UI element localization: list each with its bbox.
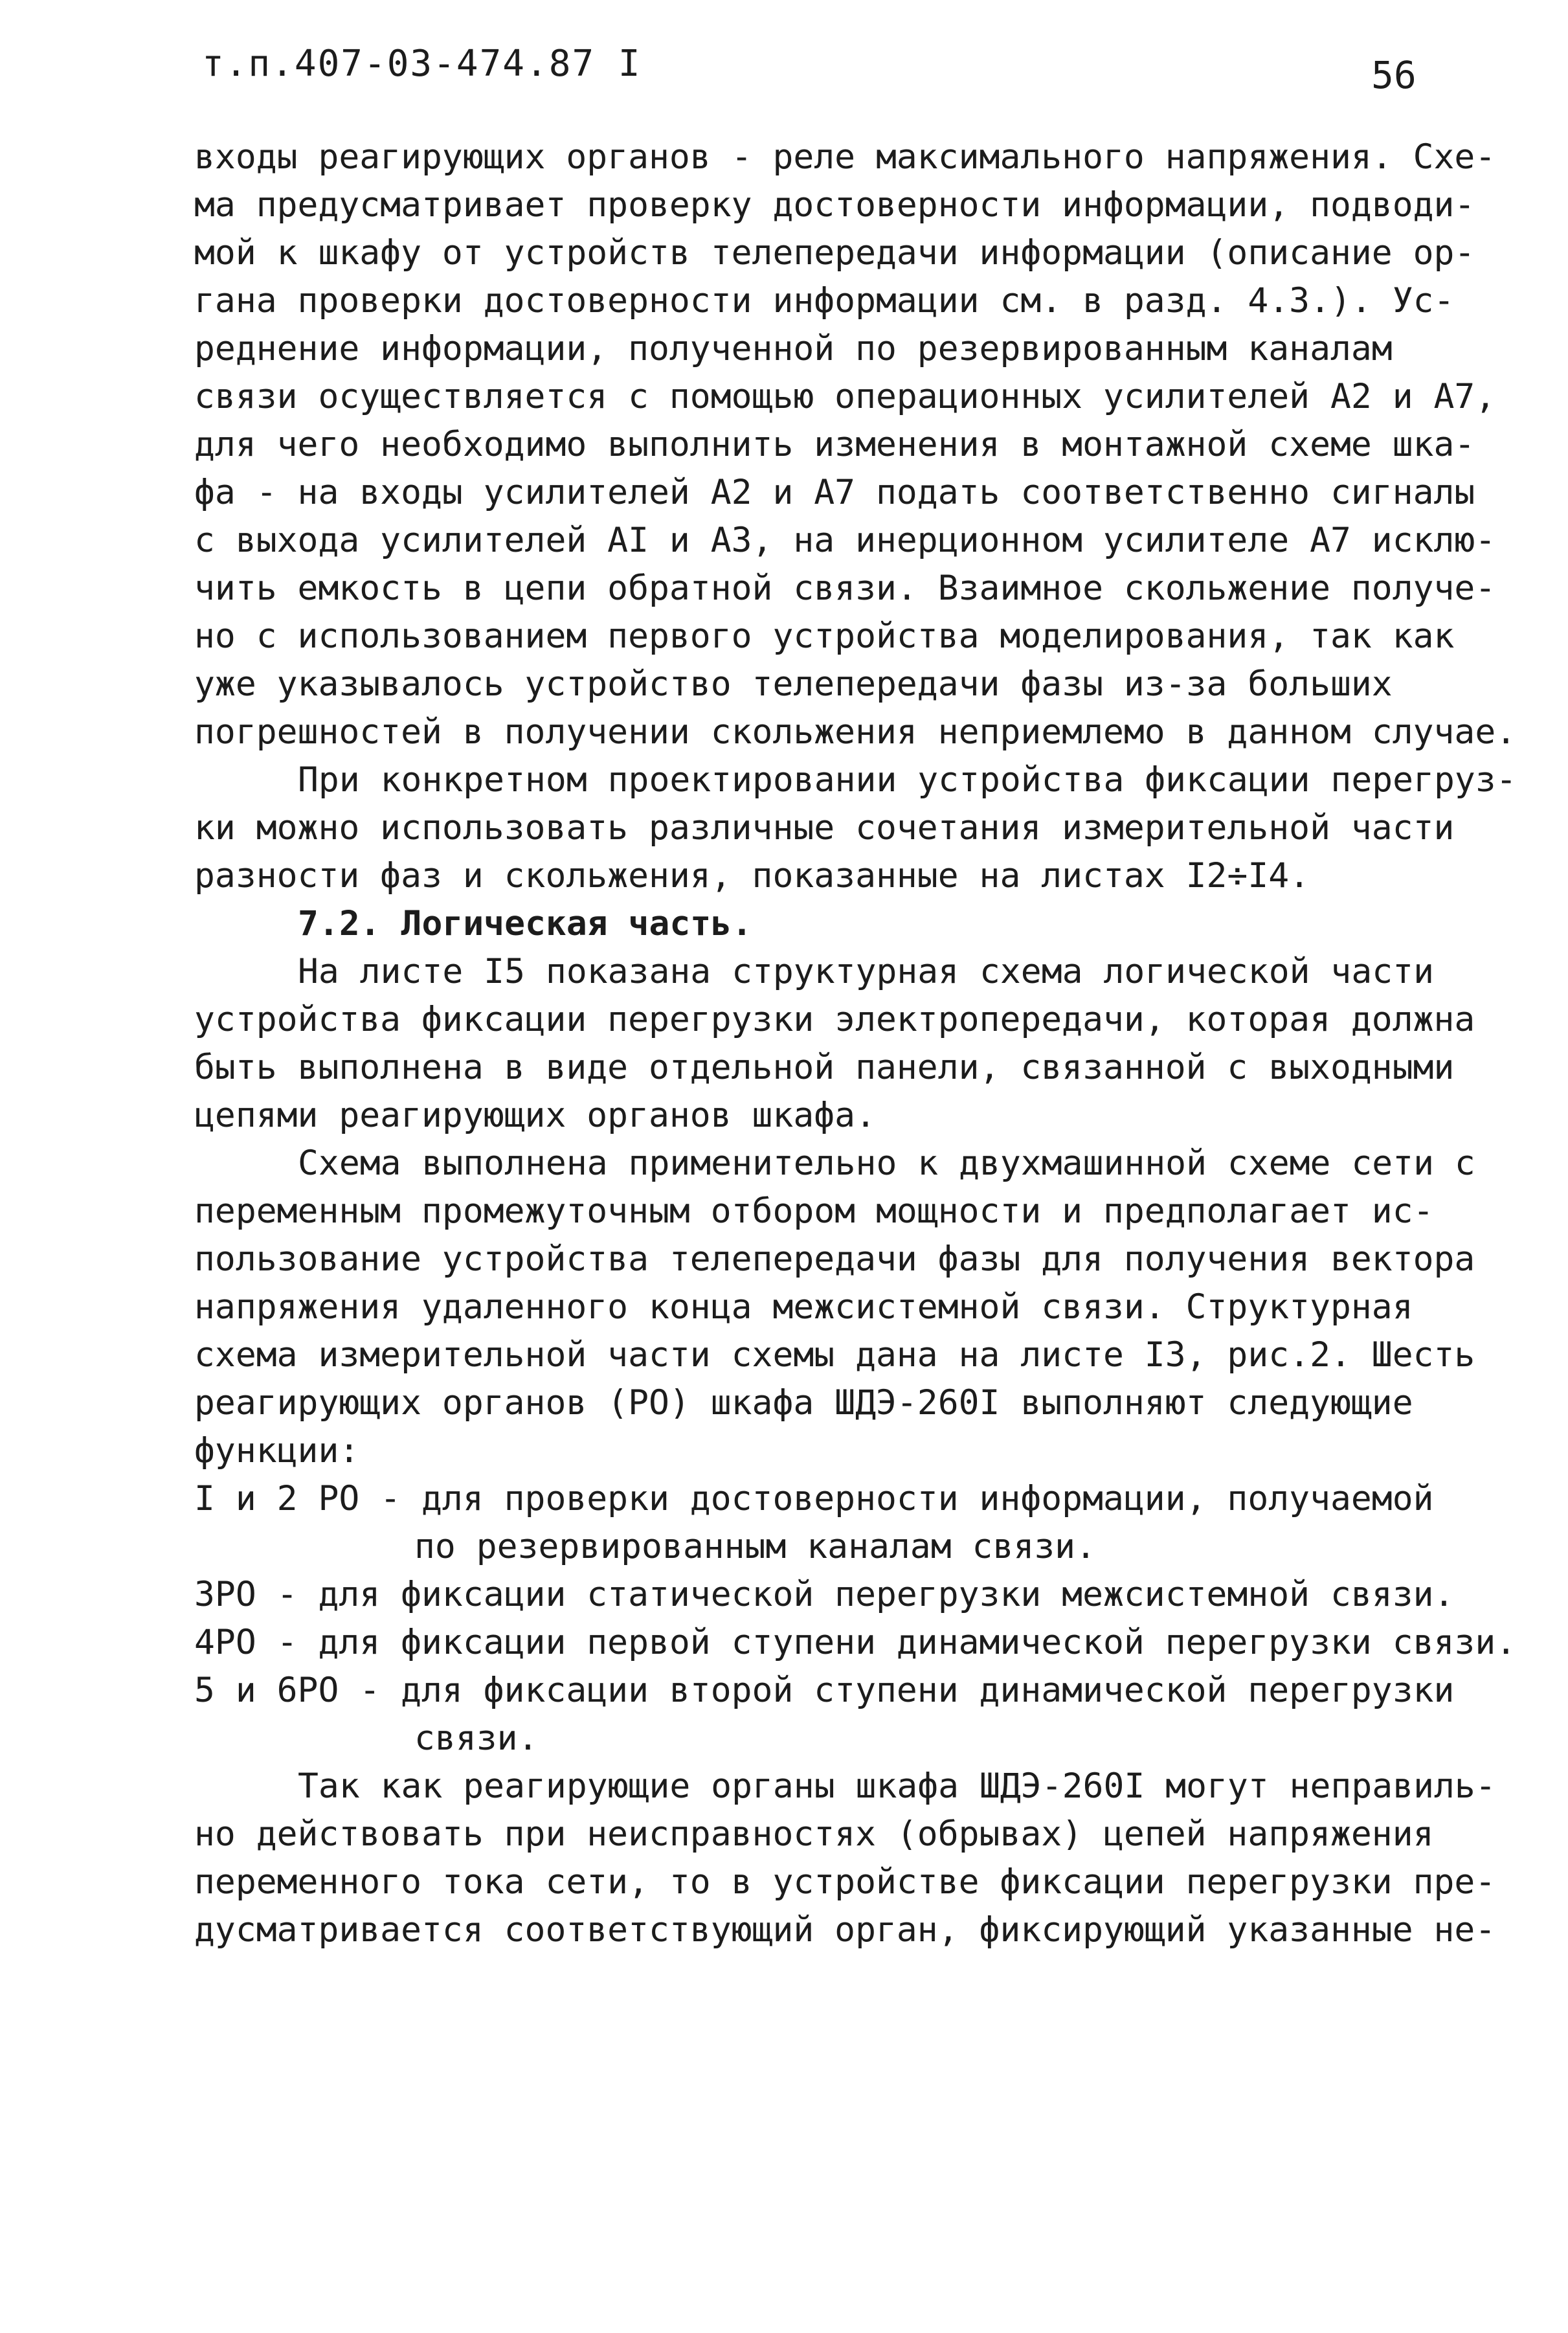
text-line: быть выполнена в виде отдельной панели, связанной с выходными [194,1048,1455,1087]
text-line: функции: [194,1431,360,1471]
text-line: чить емкость в цепи обратной связи. Взаимное скольжение получе- [194,569,1496,608]
text-line: уже указывалось устройство телепередачи фазы из-за больших [194,664,1393,704]
list-item-continuation: связи. [414,1719,539,1758]
text-line: переменного тока сети, то в устройстве фиксации перегрузки пре- [194,1862,1496,1902]
text-line: реднение информации, полученной по резервированным каналам [194,329,1393,368]
text-line: погрешностей в получении скольжения неприемлемо в данном случае. [194,712,1517,752]
text-line: фа - на входы усилителей А2 и А7 подать соответственно сигналы [194,473,1475,512]
text-line: для чего необходимо выполнить изменения в монтажной схеме шка- [194,425,1475,464]
text-line: ма предусматривает проверку достоверности информации, подводи- [194,185,1475,225]
text-line: На листе I5 показана структурная схема логической части [298,952,1434,991]
text-line: мой к шкафу от устройств телепередачи информации (описание ор- [194,233,1475,273]
text-line: гана проверки достоверности информации см. в разд. 4.3.). Ус- [194,281,1455,321]
text-line: но действовать при неисправностях (обрывах) цепей напряжения [194,1814,1434,1854]
text-line: Так как реагирующие органы шкафа ШДЭ-260I могут неправиль- [298,1766,1496,1806]
list-item: I и 2 РО - для проверки достоверности информации, получаемой [194,1479,1434,1518]
text-line: реагирующих органов (РО) шкафа ШДЭ-260I выполняют следующие [194,1383,1413,1423]
text-line: разности фаз и скольжения, показанные на листах I2÷I4. [194,856,1310,896]
body-text [194,133,1517,1954]
text-line: входы реагирующих органов - реле максимального напряжения. Схе- [194,137,1496,177]
section-heading: 7.2. Логическая часть. [298,904,752,943]
list-item: 3РО - для фиксации статической перегрузки межсистемной связи. [194,1575,1455,1614]
text-line: с выхода усилителей АI и А3, на инерционном усилителе А7 исклю- [194,521,1496,560]
text-line: устройства фиксации перегрузки электропередачи, которая должна [194,1000,1475,1039]
document-code: т.п.407-03-474.87 I [202,43,642,85]
text-line: схема измерительной части схемы дана на листе I3, рис.2. Шесть [194,1335,1475,1375]
text-line: При конкретном проектировании устройства фиксации перегруз- [298,760,1517,800]
list-item: 4РО - для фиксации первой ступени динамической перегрузки связи. [194,1623,1517,1662]
text-line: но с использованием первого устройства моделирования, так как [194,616,1455,656]
text-line: ки можно использовать различные сочетания измерительной части [194,808,1455,848]
text-line: дусматривается соответствующий орган, фиксирующий указанные не- [194,1910,1496,1950]
text-line: напряжения удаленного конца межсистемной связи. Структурная [194,1287,1413,1327]
list-item-continuation: по резервированным каналам связи. [414,1527,1096,1566]
page-number: 56 [1371,53,1417,97]
text-line: связи осуществляется с помощью операционных усилителей А2 и А7, [194,377,1496,416]
text-line: цепями реагирующих органов шкафа. [194,1096,876,1135]
text-line: Схема выполнена применительно к двухмашинной схеме сети с [298,1144,1475,1183]
text-line: переменным промежуточным отбором мощности и предполагает ис- [194,1191,1434,1231]
list-item: 5 и 6РО - для фиксации второй ступени динамической перегрузки [194,1671,1455,1710]
text-line: пользование устройства телепередачи фазы для получения вектора [194,1239,1475,1279]
